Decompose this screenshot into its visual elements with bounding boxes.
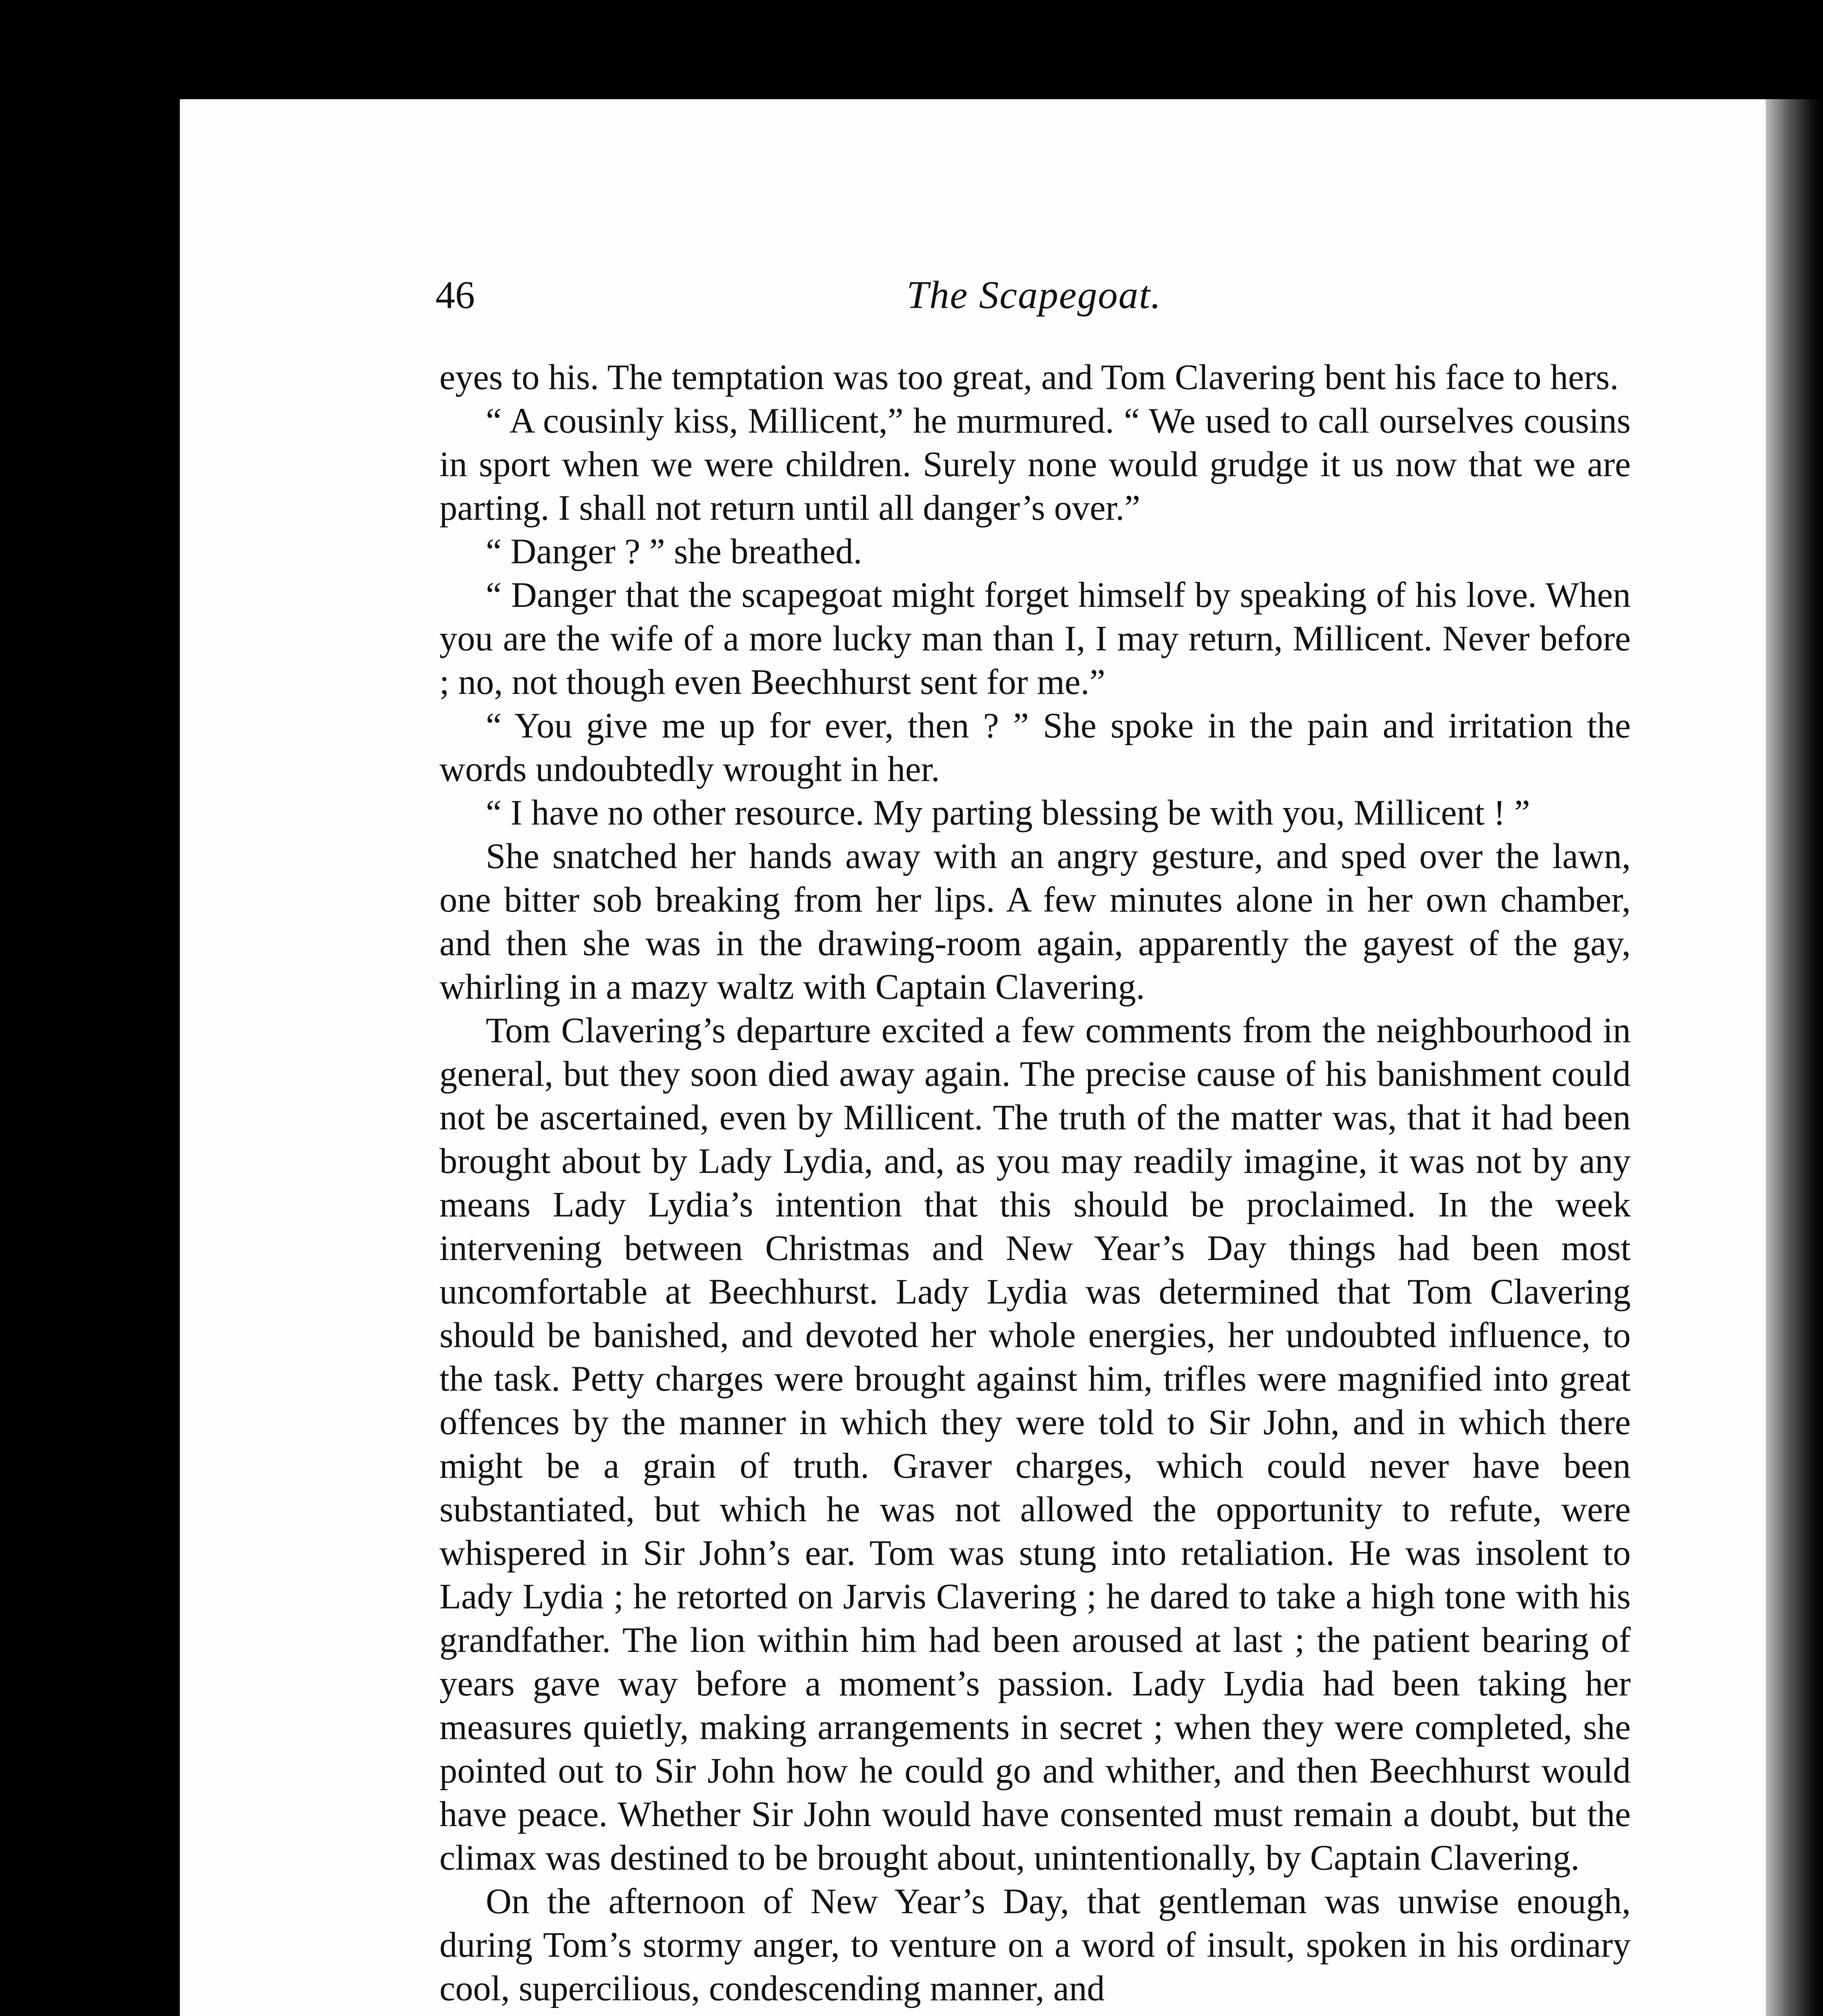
page-header bbox=[435, 273, 1633, 329]
page-number: 46 bbox=[435, 273, 475, 317]
running-title: The Scapegoat. bbox=[906, 273, 1162, 317]
body-text bbox=[439, 356, 1631, 2010]
paragraph: “ Danger that the scapegoat might forget himself by speaking of his love. When you are the wife of a more lucky man than I, I may return, Millicent. Never before ; no, not though even Beechhurst sent for me.” bbox=[439, 575, 1631, 702]
paragraph: Tom Clavering’s departure excited a few comments from the neighbourhood in general, but they soon died away again. The precise cause of his banishment could not be ascertained, even by Millicent. The truth of the matter was, that it had been brought about by Lady Lydia, and, as you may readily imagine, it was not by any means Lady Lydia’s intention that this should be proclaimed. In the week intervening between Christmas and New Year’s Day things had been most uncomfortable at Beechhurst. Lady Lydia was determined that Tom Clavering should be banished, and devoted her whole energies, her undoubted influence, to the task. Petty charges were brought against him, trifles were magnified into great offences by the manner in which they were told to Sir John, and in which there might be a grain of truth. Graver charges, which could never have been substantiated, but which he was not allowed the opportunity to refute, were whispered in Sir John’s ear. Tom was stung into retaliation. He was insolent to Lady Lydia ; he retorted on Jarvis Clavering ; he dared to take a high tone with his grandfather. The lion within him had been aroused at last ; the patient bearing of years gave way before a moment’s passion. Lady Lydia had been taking her measures quietly, making arrangements in secret ; when they were completed, she pointed out to Sir John how he could go and whither, and then Beechhurst would have peace. Whether Sir John would have consented must remain a doubt, but the climax was destined to be brought about, unintentionally, by Captain Clavering. bbox=[439, 1011, 1631, 1878]
paragraph: “ Danger ? ” she breathed. bbox=[486, 532, 862, 571]
paragraph: On the afternoon of New Year’s Day, that gentleman was unwise enough, during Tom’s stormy anger, to venture on a word of insult, spoken in his ordinary cool, supercilious, condescending manner, and bbox=[439, 1882, 1631, 2008]
paragraph: “ A cousinly kiss, Millicent,” he murmured. “ We used to call ourselves cousins in sport when we were children. Surely none would grudge it us now that we are parting. I shall not return until all danger’s over.” bbox=[439, 401, 1631, 528]
paragraph: “ I have no other resource. My parting blessing be with you, Millicent ! ” bbox=[486, 793, 1530, 833]
page-edge-shadow bbox=[1766, 99, 1823, 2016]
paragraph: “ You give me up for ever, then ? ” She spoke in the pain and irritation the words undoubtedly wrought in her. bbox=[439, 706, 1631, 789]
paragraph: eyes to his. The temptation was too great, and Tom Clavering bent his face to hers. bbox=[439, 358, 1619, 397]
paragraph: She snatched her hands away with an angry gesture, and sped over the lawn, one bitter sob breaking from her lips. A few minutes alone in her own chamber, and then she was in the drawing-room again, apparently the gayest of the gay, whirling in a mazy waltz with Captain Clavering. bbox=[439, 837, 1631, 1007]
